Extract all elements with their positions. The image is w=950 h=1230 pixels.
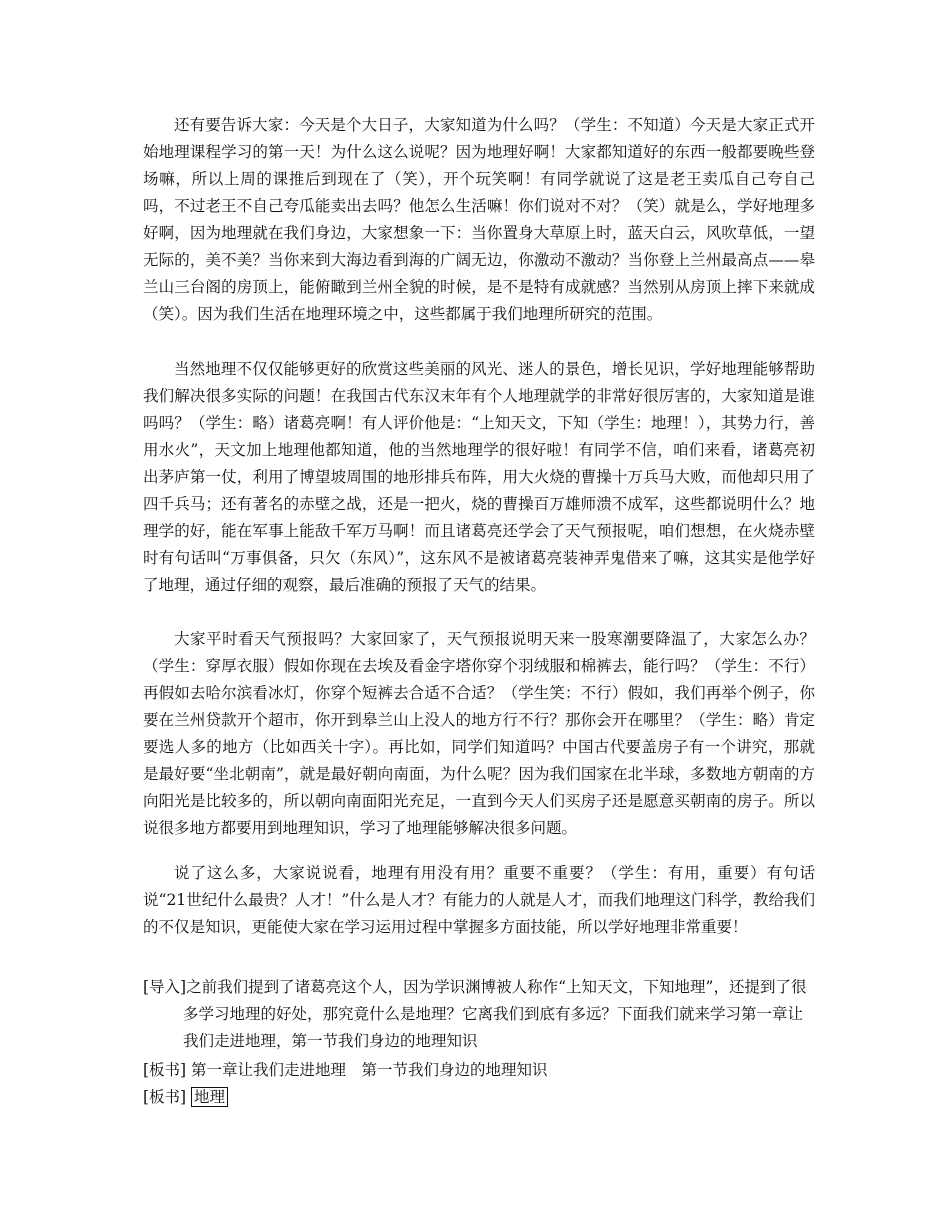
board-heading-1: [板书] 第一章让我们走进地理 第一节我们身边的地理知识 xyxy=(143,1061,548,1079)
paragraph-4: 说了这么多，大家说说看，地理有用没有用？重要不重要？（学生：有用，重要）有句话说“21世纪什么最贵？人才！”什么是人才？有能力的人就是人才，而我们地理这门科学，教给我们的不仅是知识，更能使大家在学习运用过程中掌握多方面技能，所以学好地理非常重要！ xyxy=(143,864,815,936)
paragraph-2: 当然地理不仅仅能够更好的欣赏这些美丽的风光、迷人的景色，增长见识，学好地理能够帮助我们解决很多实际的问题！在我国古代东汉末年有个人地理就学的非常好很厉害的，大家知道是谁吗吗？（学生：略）诸葛亮啊！有人评价他是：“上知天文，下知（学生：地理！），其势力行，善用水火”，天文加上地理他都知道，他的当然地理学的很好啦！有同学不信，咱们来看，诸葛亮初出茅庐第一仗，利用了博望坡周围的地形排兵布阵，用大火烧的曹操十万兵马大败，而他却只用了四千兵马；还有著名的赤壁之战，还是一把火，烧的曹操百万雄师溃不成军，这些都说明什么？地理学的好，能在军事上能敌千军万马啊！而且诸葛亮还学会了天气预报呢，咱们想想，在火烧赤壁时有句话叫“万事俱备，只欠（东风）”，这东风不是被诸葛亮装神弄鬼借来了嘛，这其实是他学好了地理，通过仔细的观察，最后准确的预报了天气的结果。 xyxy=(143,360,815,594)
boxed-keyword: 地理 xyxy=(191,1087,228,1107)
paragraph-1: 还有要告诉大家：今天是个大日子，大家知道为什么吗？（学生：不知道）今天是大家正式开始地理课程学习的第一天！为什么这么说呢？因为地理好啊！大家都知道好的东西一般都要晚些登场嘛，所以上周的课推后到现在了（笑），开个玩笑啊！有同学就说了这是老王卖瓜自己夸自己吗，不过老王不自己夸瓜能卖出去吗？他怎么生活嘛！你们说对不对？（笑）就是么，学好地理多好啊，因为地理就在我们身边，大家想象一下：当你置身大草原上时，蓝天白云，风吹草低，一望无际的，美不美？当你来到大海边看到海的广阔无边，你激动不激动？当你登上兰州最高点——皋兰山三台阁的房顶上，能俯瞰到兰州全貌的时候，是不是特有成就感？当然别从房顶上摔下来就成（笑）。因为我们生活在地理环境之中，这些都属于我们地理所研究的范围。 xyxy=(143,116,815,323)
intro-paragraph: [导入]之前我们提到了诸葛亮这个人，因为学识渊博被人称作“上知天文，下知地理”，还提到了很多学习地理的好处，那究竟什么是地理？它离我们到底有多远？下面我们就来学习第一章让我们走进地理，第一节我们身边的地理知识 xyxy=(143,978,807,1050)
paragraph-3: 大家平时看天气预报吗？大家回家了，天气预报说明天来一股寒潮要降温了，大家怎么办？（学生：穿厚衣服）假如你现在去埃及看金字塔你穿个羽绒服和棉裤去，能行吗？（学生：不行）再假如去哈尔滨看冰灯，你穿个短裤去合适不合适？（学生笑：不行）假如，我们再举个例子，你要在兰州贷款开个超市，你开到皋兰山上没人的地方行不行？那你会开在哪里？（学生：略）肯定要选人多的地方（比如西关十字）。再比如，同学们知道吗？中国古代要盖房子有一个讲究，那就是最好要“坐北朝南”，就是最好朝向南面，为什么呢？因为我们国家在北半球，多数地方朝南的方向阳光是比较多的，所以朝向南面阳光充足，一直到今天人们买房子还是愿意买朝南的房子。所以说很多地方都要用到地理知识，学习了地理能够解决很多问题。 xyxy=(143,630,815,837)
board-heading-2 xyxy=(143,1084,815,1111)
board-label: [板书] xyxy=(143,1088,187,1106)
